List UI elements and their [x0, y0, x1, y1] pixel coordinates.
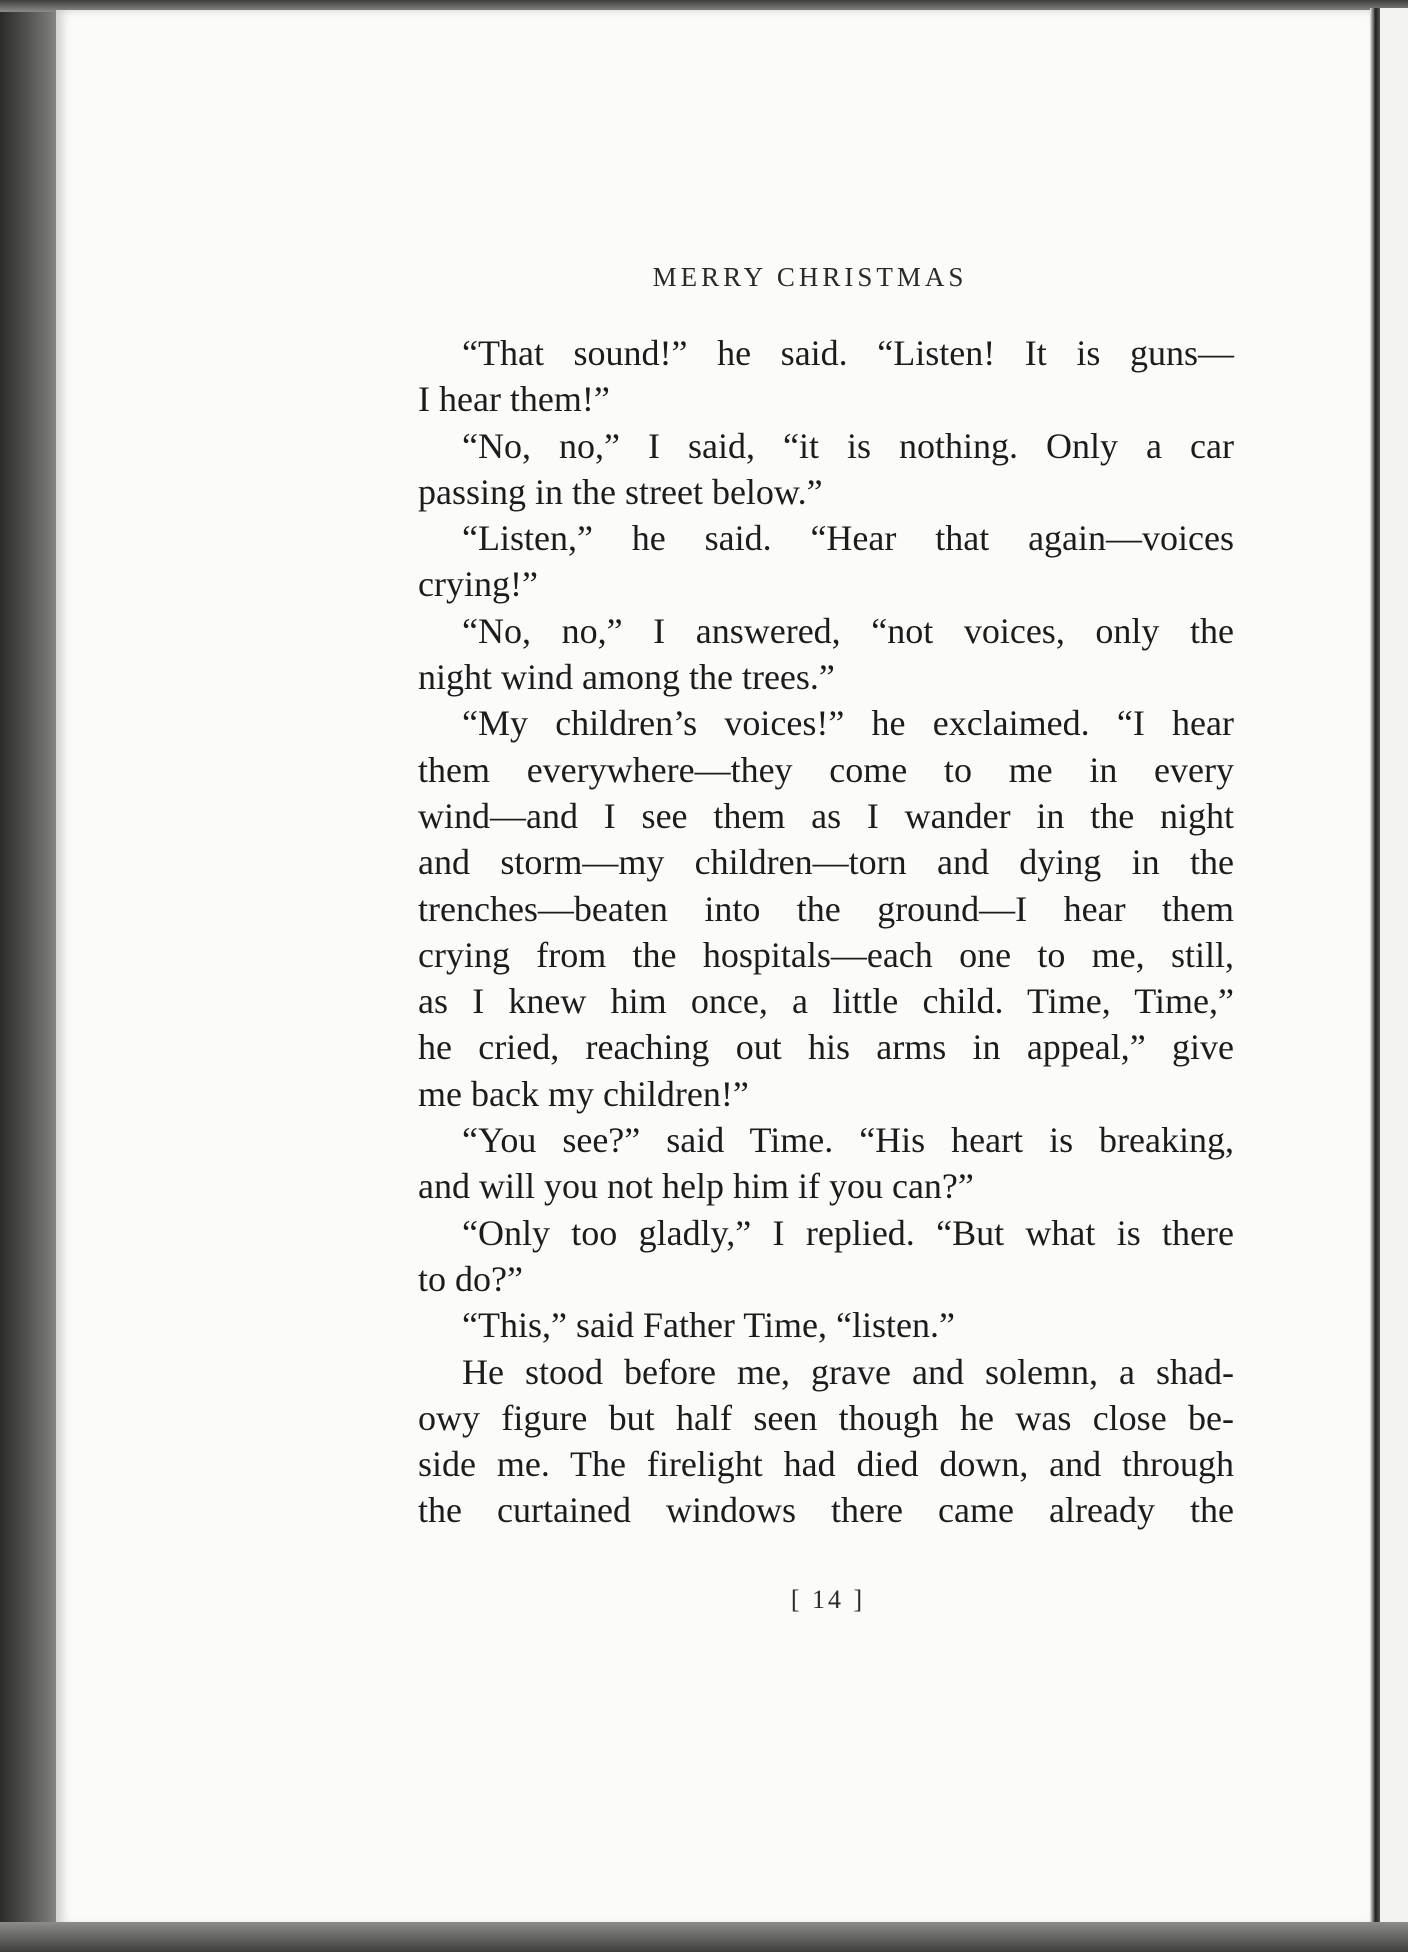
text-line: to do?”	[418, 1258, 523, 1299]
running-head: MERRY CHRISTMAS	[652, 262, 968, 292]
text-line: me back my children!”	[418, 1073, 749, 1114]
text-line: as I knew him once, a little child. Time, Time,”	[418, 981, 1234, 1022]
page-gutter	[1370, 8, 1380, 1926]
text-line: wind—and I see them as I wander in the night	[418, 795, 1234, 836]
text-line: them everywhere—they come to me in every	[418, 749, 1234, 790]
text-line: “Listen,” he said. “Hear that again—voices	[462, 518, 1234, 559]
text-line: the curtained windows there came already the	[418, 1490, 1234, 1531]
text-line: I hear them!”	[418, 379, 610, 420]
body-text	[418, 330, 1234, 1534]
book-binding-left	[0, 0, 64, 1952]
text-line: and storm—my children—torn and dying in the	[418, 842, 1234, 883]
text-line: passing in the street below.”	[418, 471, 823, 512]
text-line: and will you not help him if you can?”	[418, 1166, 974, 1207]
text-line: crying!”	[418, 564, 538, 605]
text-line: “That sound!” he said. “Listen! It is guns—	[462, 333, 1234, 373]
text-line: “My children’s voices!” he exclaimed. “I hear	[462, 703, 1234, 744]
text-line: He stood before me, grave and solemn, a shad-	[462, 1351, 1234, 1392]
text-line: “You see?” said Time. “His heart is breaking,	[462, 1120, 1234, 1161]
scan-edge-bottom	[0, 1922, 1408, 1952]
text-line: “No, no,” I answered, “not voices, only the	[462, 610, 1234, 651]
text-line: owy figure but half seen though he was close be-	[418, 1397, 1234, 1438]
page-number: [ 14 ]	[790, 1585, 866, 1614]
text-line: trenches—beaten into the ground—I hear them	[418, 888, 1234, 929]
text-line: “Only too gladly,” I replied. “But what is there	[462, 1212, 1234, 1253]
text-line: “No, no,” I said, “it is nothing. Only a car	[462, 425, 1234, 466]
text-line: “This,” said Father Time, “listen.”	[462, 1305, 955, 1346]
next-page-edge	[1380, 8, 1408, 1926]
text-line: crying from the hospitals—each one to me, still,	[418, 934, 1234, 975]
text-line: side me. The firelight had died down, and through	[418, 1444, 1234, 1485]
text-line: he cried, reaching out his arms in appeal,” give	[418, 1027, 1234, 1068]
text-line: night wind among the trees.”	[418, 657, 835, 698]
